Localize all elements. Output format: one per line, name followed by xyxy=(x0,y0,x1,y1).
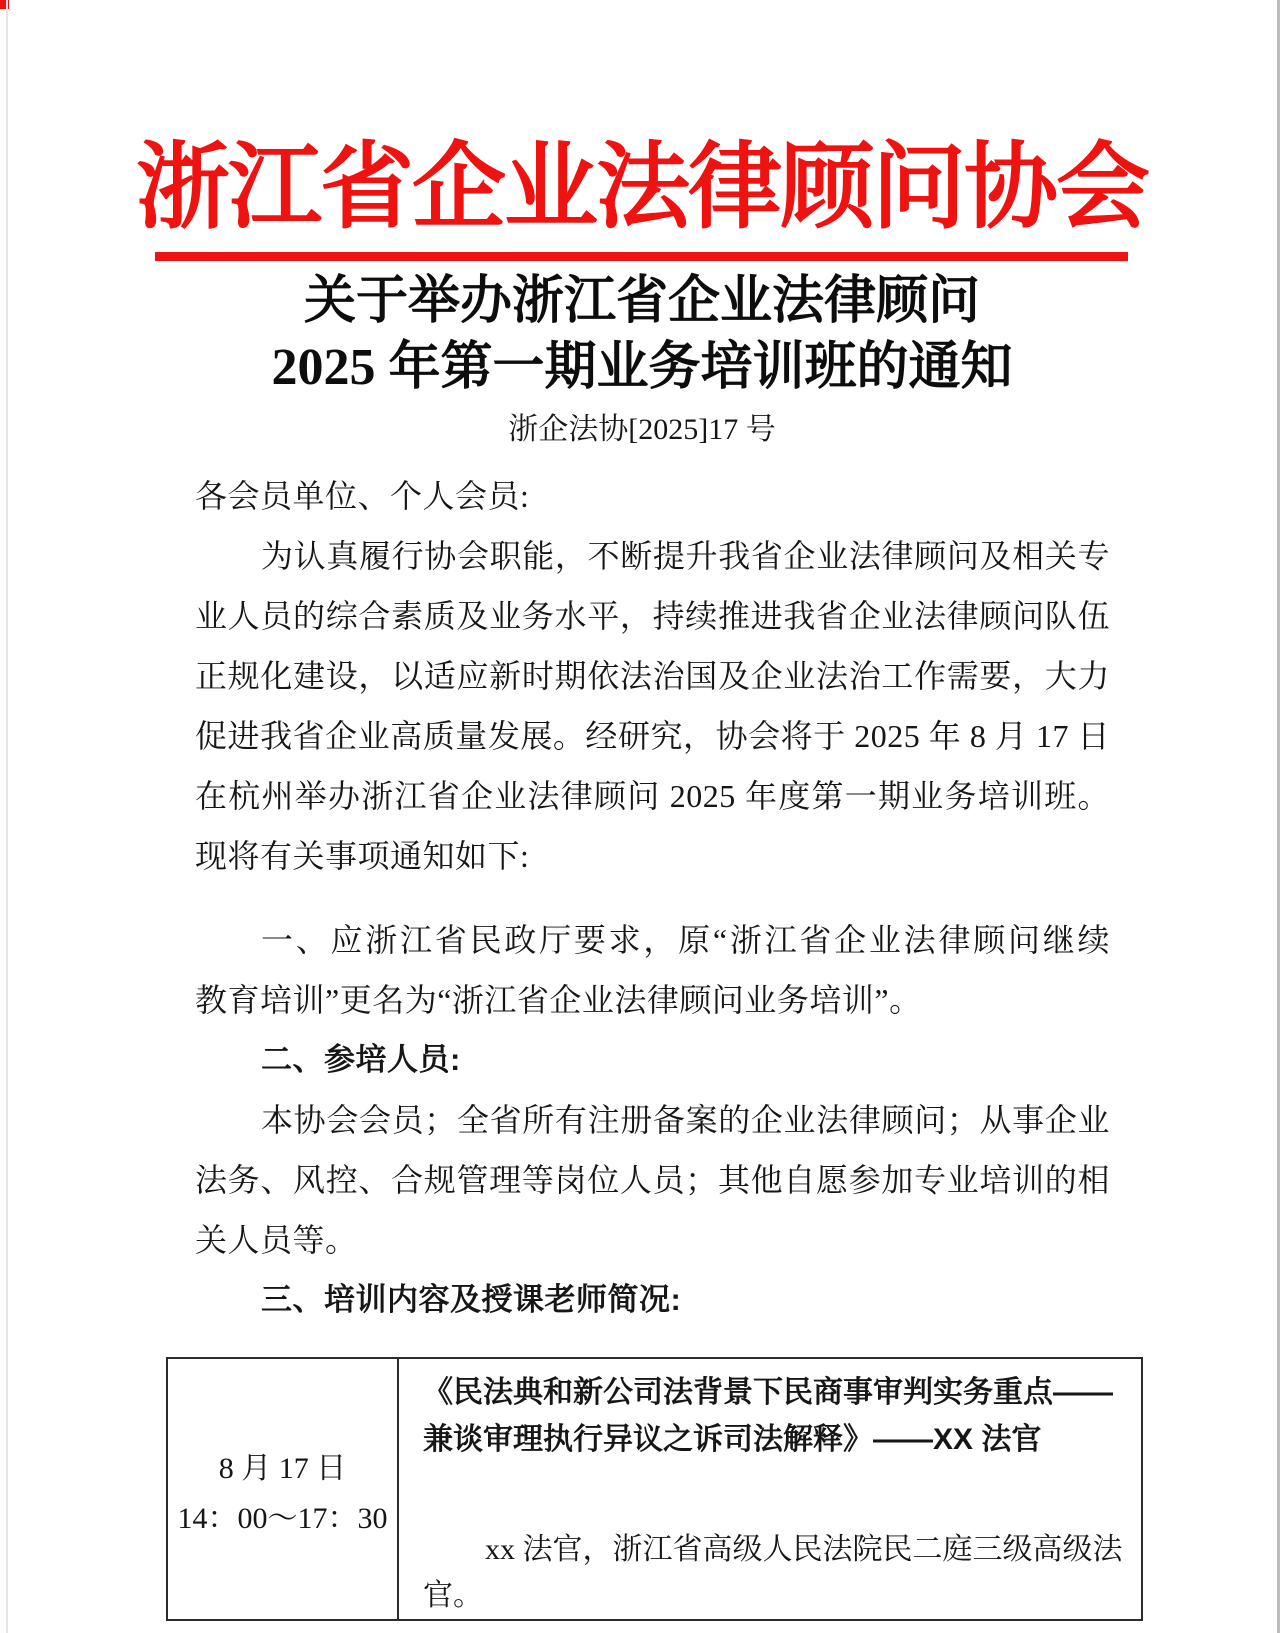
body-line: 为认真履行协会职能，不断提升我省企业法律顾问及相关专 xyxy=(261,538,1110,574)
body-line: 业人员的综合素质及业务水平，持续推进我省企业法律顾问队伍 xyxy=(195,598,1110,634)
body-line: 正规化建设，以适应新时期依法治国及企业法治工作需要，大力 xyxy=(195,658,1110,694)
item-2-line: 关人员等。 xyxy=(195,1222,358,1258)
course-title xyxy=(423,1369,1135,1463)
course-title-line1: 《民法典和新公司法背景下民商事审判实务重点—— xyxy=(423,1376,1113,1409)
item-1-line: 教育培训”更名为“浙江省企业法律顾问业务培训”。 xyxy=(195,982,922,1018)
body-line: 促进我省企业高质量发展。经研究，协会将于 2025 年 8 月 17 日 xyxy=(195,718,1110,754)
course-cell xyxy=(398,1358,1142,1620)
item-2-line: 本协会会员；全省所有注册备案的企业法律顾问；从事企业 xyxy=(261,1102,1110,1138)
notice-title xyxy=(0,269,1284,401)
session-datetime-cell xyxy=(167,1358,398,1620)
item-3-heading: 三、培训内容及授课老师简况: xyxy=(261,1282,682,1317)
body-line: 在杭州举办浙江省企业法律顾问 2025 年度第一期业务培训班。 xyxy=(195,778,1110,814)
lecturer-bio-line2: 官。 xyxy=(423,1579,483,1612)
notice-title-line2: 2025 年第一期业务培训班的通知 xyxy=(271,339,1013,396)
header-divider-rule xyxy=(155,252,1128,261)
item-2-heading: 二、参培人员: xyxy=(261,1042,461,1077)
schedule-row xyxy=(167,1358,1142,1620)
document-number: 浙企法协[2025]17 号 xyxy=(508,413,776,446)
notice-title-line1: 关于举办浙江省企业法律顾问 xyxy=(303,273,980,330)
association-title: 浙江省企业法律顾问协会 xyxy=(135,136,1148,240)
lecturer-bio-line1: xx 法官，浙江省高级人民法院民二庭三级高级法 xyxy=(485,1533,1123,1566)
page-left-edge-line xyxy=(6,0,8,1633)
salutation: 各会员单位、个人会员: xyxy=(195,478,530,514)
session-date: 8 月 17 日 xyxy=(218,1452,347,1485)
notice-body xyxy=(195,466,1110,1330)
item-1-line: 一、应浙江省民政厅要求，原“浙江省企业法律顾问继续 xyxy=(261,922,1110,958)
session-time: 14：00〜17：30 xyxy=(177,1502,388,1535)
item-2-line: 法务、风控、合规管理等岗位人员；其他自愿参加专业培训的相 xyxy=(195,1162,1110,1198)
course-title-line2: 兼谈审理执行异议之诉司法解释》——XX 法官 xyxy=(423,1423,1042,1456)
page-right-edge-line xyxy=(1277,0,1280,1633)
lecturer-bio xyxy=(423,1527,1135,1619)
training-schedule-table xyxy=(166,1357,1143,1621)
body-line: 现将有关事项通知如下: xyxy=(195,838,530,874)
